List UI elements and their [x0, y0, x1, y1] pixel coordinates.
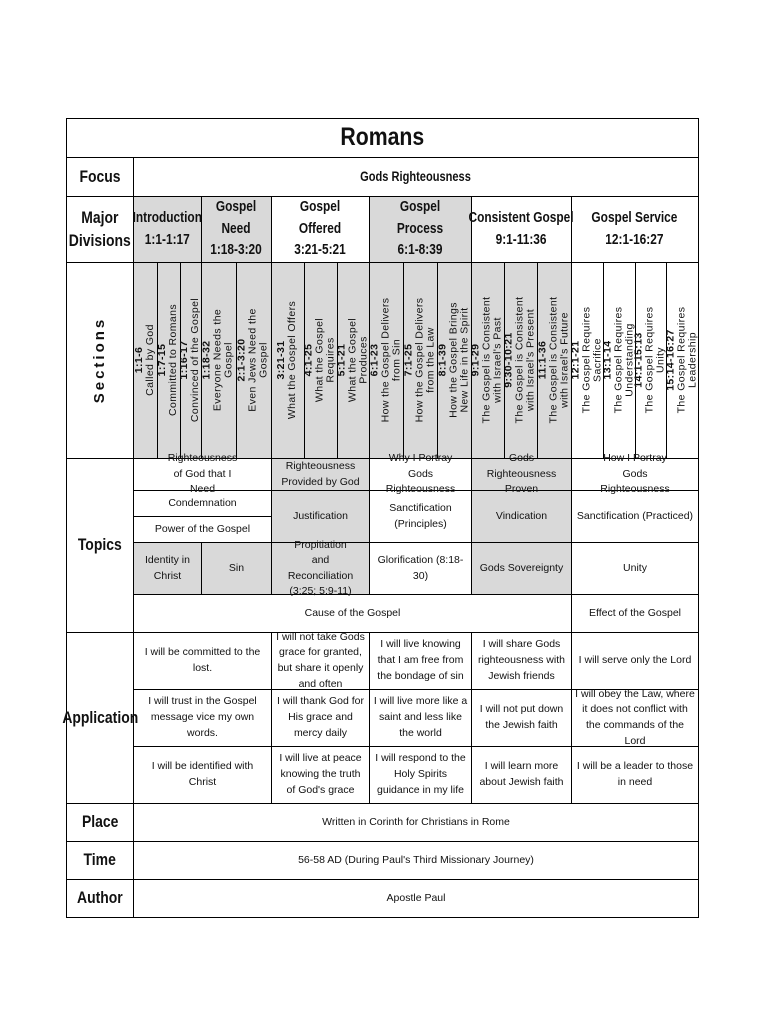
border-right [698, 118, 699, 918]
topic-offered [272, 459, 369, 490]
time-label: Time [83, 850, 117, 870]
topic-text: Justification [293, 509, 348, 522]
topic-process [370, 451, 471, 496]
section-title-line: with Israel's Future [558, 312, 571, 408]
topic-sanctification-principles [370, 491, 471, 542]
section-title-line: The Gospel Requires [675, 306, 688, 414]
division-name: Gospel Service [591, 209, 678, 226]
author-value: Apostle Paul [386, 891, 446, 904]
topic-intro-need [134, 451, 271, 496]
section-title-line: How the Gospel Delivers [413, 297, 426, 423]
section-title-line: Called by God [144, 324, 156, 396]
section-label [157, 304, 179, 416]
section-ref: 3:21-31 [274, 340, 287, 380]
section-ref: 1:1-6 [132, 346, 145, 374]
division-name: Introduction [132, 209, 202, 226]
division-consistent-gospel [468, 197, 574, 262]
section-ref: 11:1-36 [536, 340, 549, 380]
section-title-line: Gospel [257, 342, 270, 378]
section-title-line: Convinced of the Gospel [189, 297, 201, 423]
section-label [633, 307, 666, 414]
topic-justification [272, 491, 369, 542]
app-cell [370, 747, 471, 803]
section-title-line: Everyone Needs the [211, 308, 224, 412]
section-ref: 1:16-17 [177, 340, 190, 380]
topic-glorification [370, 543, 471, 594]
division-ref: 3:21-5:21 [294, 242, 346, 259]
topic-cause [134, 595, 571, 632]
section-title-line: Leadership [686, 332, 699, 388]
division-gospel-need [201, 197, 271, 262]
chart-title-cell [67, 119, 698, 157]
division-name: Gospel Offered [298, 198, 342, 237]
section-title-line: with Israel's Past [491, 317, 504, 403]
section-title-line: The Gospel Requires [580, 306, 593, 414]
place-label: Place [81, 812, 119, 832]
rule-divisions [66, 262, 699, 263]
division-name: Gospel Process [396, 198, 444, 237]
section-ref: 14:1-15:13 [632, 332, 645, 388]
app-text: I will not take Gods grace for granted, but share it openly and often [276, 630, 365, 690]
section-ref: 9:1-29 [469, 343, 482, 377]
section-label [570, 307, 603, 414]
major-label-line2: Divisions [69, 230, 131, 250]
division-gospel-offered [271, 197, 369, 262]
topic-text: Condemnation [168, 496, 237, 509]
section-label [665, 307, 698, 414]
topics-label: Topics [78, 535, 122, 555]
topic-sovereignty [472, 543, 571, 594]
section-title-line: from Sin [390, 338, 403, 382]
division-ref: 1:18-3:20 [210, 242, 262, 259]
section-ref: 2:1-3:20 [235, 338, 248, 382]
topic-text: Propitiation and Reconciliation (3:25; 5:9-11) [287, 539, 354, 597]
section-label [403, 298, 436, 423]
chart-title: Romans [340, 123, 425, 152]
app-text: I will live at peace knowing the truth of God's grace [279, 752, 362, 796]
app-cell [272, 747, 369, 803]
topic-text: Unity [623, 561, 647, 574]
place-label-cell [67, 804, 133, 841]
section-title-line: What the Gospel [346, 317, 359, 403]
app-text: I will thank God for His grace and mercy daily [277, 695, 364, 739]
section-label [503, 297, 536, 424]
topic-text: How I Portray Gods Righteousness [600, 451, 670, 496]
app-cell [572, 633, 698, 689]
topics-label-cell [67, 459, 133, 632]
app-cell [272, 630, 369, 690]
topic-text: Righteousness of God that I Need [167, 451, 238, 496]
topic-text: Why I Portray Gods Righteousness [385, 451, 456, 496]
author-value-cell [134, 880, 698, 917]
app-cell [134, 690, 271, 746]
topic-condemnation [134, 491, 271, 516]
app-text: I will share Gods righteousness with Jewish friends [478, 638, 565, 682]
app-cell [370, 690, 471, 746]
section-title-line: How the Gospel Delivers [379, 297, 392, 423]
app-text: I will serve only the Lord [578, 654, 692, 667]
app-cell [572, 687, 698, 747]
app-cell [272, 690, 369, 746]
division-ref: 9:1-11:36 [495, 231, 547, 248]
section-label [437, 302, 470, 418]
section-label [179, 298, 201, 422]
section-ref: 6:1-23 [368, 343, 381, 377]
topic-consistent [472, 451, 571, 496]
section-title-line: The Gospel Requires [643, 306, 656, 414]
section-ref: 5:1-21 [335, 343, 348, 377]
topic-text: Sanctification (Principles) [389, 501, 452, 530]
topic-text: Power of the Gospel [154, 522, 251, 535]
section-title-line: from the Law [424, 327, 437, 393]
section-ref: 12:1-21 [569, 340, 582, 380]
app-text: I will live more like a saint and less like the world [373, 695, 468, 739]
time-label-cell [67, 842, 133, 879]
section-title-line: The Gospel is Consistent [513, 296, 526, 424]
app-text: I will be committed to the lost. [144, 646, 261, 674]
major-label-line1: Major [81, 207, 119, 227]
section-title-line: What the Gospel [313, 317, 326, 403]
section-ref: 7:1-25 [402, 343, 415, 377]
section-label [276, 301, 298, 419]
time-value-cell [134, 842, 698, 879]
app-cell [472, 690, 571, 746]
focus-value: Gods Righteousness [360, 168, 472, 184]
topic-text: Identity in Christ [145, 553, 190, 582]
section-title-line: with Israel's Present [524, 308, 537, 412]
topic-identity [134, 543, 201, 594]
place-value: Written in Corinth for Christians in Rome [322, 815, 510, 828]
topic-text: Effect of the Gospel [588, 606, 682, 619]
topic-sin [202, 543, 271, 594]
topic-service [572, 451, 698, 496]
app-cell [370, 633, 471, 689]
section-title-line: Committed to Romans [167, 303, 179, 417]
section-label [303, 318, 336, 402]
section-title-line: New Life in the Spirit [458, 307, 471, 413]
application-label: Application [62, 707, 138, 727]
focus-label-cell [67, 158, 133, 196]
section-label [134, 324, 156, 396]
section-title-line: Produces [357, 336, 370, 384]
topic-text: Gods Righteousness Proven [486, 451, 557, 496]
division-ref: 1:1-1:17 [144, 231, 190, 248]
focus-label: Focus [79, 166, 121, 186]
topic-text: Righteousness Provided by God [281, 459, 360, 488]
topic-text: Glorification (8:18-30) [377, 553, 464, 582]
app-cell [472, 633, 571, 689]
app-cell [572, 747, 698, 803]
division-gospel-service [571, 197, 698, 262]
division-gospel-process [369, 197, 471, 262]
topic-text: Sanctification (Practiced) [576, 509, 694, 522]
major-divisions-label [67, 197, 133, 262]
topic-text: Gods Sovereignty [479, 561, 564, 574]
app-text: I will obey the Law, where it does not conflict with the commands of the Lord [575, 687, 695, 747]
section-ref: 1:7-15 [155, 343, 168, 377]
section-title-line: Sacrifice [591, 338, 604, 382]
app-cell [134, 633, 271, 689]
division-name: Consistent Gospel [468, 209, 574, 226]
topic-propitiation [272, 539, 369, 597]
section-ref: 1:18-32 [200, 340, 213, 380]
section-title-line: How the Gospel Brings [447, 302, 460, 418]
topic-text: Vindication [495, 509, 548, 522]
section-title-line: The Gospel Requires [612, 306, 625, 414]
topic-sanctification-practiced [572, 491, 698, 542]
topic-text: Cause of the Gospel [304, 606, 401, 619]
section-label [336, 318, 369, 402]
border-bottom [66, 917, 699, 918]
app-cell [134, 747, 271, 803]
division-ref: 12:1-16:27 [605, 231, 664, 248]
application-label-cell [62, 633, 138, 803]
app-text: I will be a leader to those in need [576, 760, 694, 788]
section-title-line: What the Gospel Offers [286, 300, 298, 420]
section-title-line: Understanding [623, 323, 636, 397]
topic-unity [572, 543, 698, 594]
focus-value-cell [134, 158, 698, 196]
section-label [537, 297, 570, 424]
section-label [201, 309, 234, 411]
place-value-cell [134, 804, 698, 841]
app-text: I will trust in the Gospel message vice my own words. [148, 695, 257, 739]
division-introduction [133, 197, 201, 262]
topic-vindication [472, 491, 571, 542]
section-label [236, 308, 269, 412]
section-ref: 4:1-25 [302, 343, 315, 377]
section-ref: 15:14-16:27 [664, 329, 677, 391]
section-title-line: The Gospel is Consistent [480, 296, 493, 424]
app-text: I will live knowing that I am free from the bondage of sin [377, 638, 464, 682]
section-title-line: Even Jews Need the [246, 308, 259, 412]
division-ref: 6:1-8:39 [397, 242, 443, 259]
section-ref: 9:30-10:21 [502, 332, 515, 388]
topic-text: Sin [228, 561, 245, 574]
section-title-line: Requires [324, 337, 337, 383]
topic-power [134, 517, 271, 542]
section-label [470, 297, 503, 424]
sections-label: Sections [91, 316, 109, 404]
app-text: I will not put down the Jewish faith [479, 703, 564, 731]
section-label [602, 307, 635, 414]
author-label-cell [67, 880, 133, 917]
section-title-line: Unity [654, 347, 667, 373]
topic-effect [572, 595, 698, 632]
time-value: 56-58 AD (During Paul's Third Missionary Journey) [298, 853, 534, 866]
section-title-line: Gospel [222, 342, 235, 378]
section-title-line: The Gospel is Consistent [547, 296, 560, 424]
division-name: Gospel Need [215, 198, 257, 237]
section-label [369, 298, 402, 423]
app-cell [472, 747, 571, 803]
app-text: I will respond to the Holy Spirits guidance in my life [375, 752, 466, 796]
section-ref: 8:1-39 [436, 343, 449, 377]
section-ref: 13:1-14 [601, 340, 614, 380]
app-text: I will be identified with Christ [151, 760, 254, 788]
app-text: I will learn more about Jewish faith [479, 760, 564, 788]
author-label: Author [77, 888, 123, 908]
